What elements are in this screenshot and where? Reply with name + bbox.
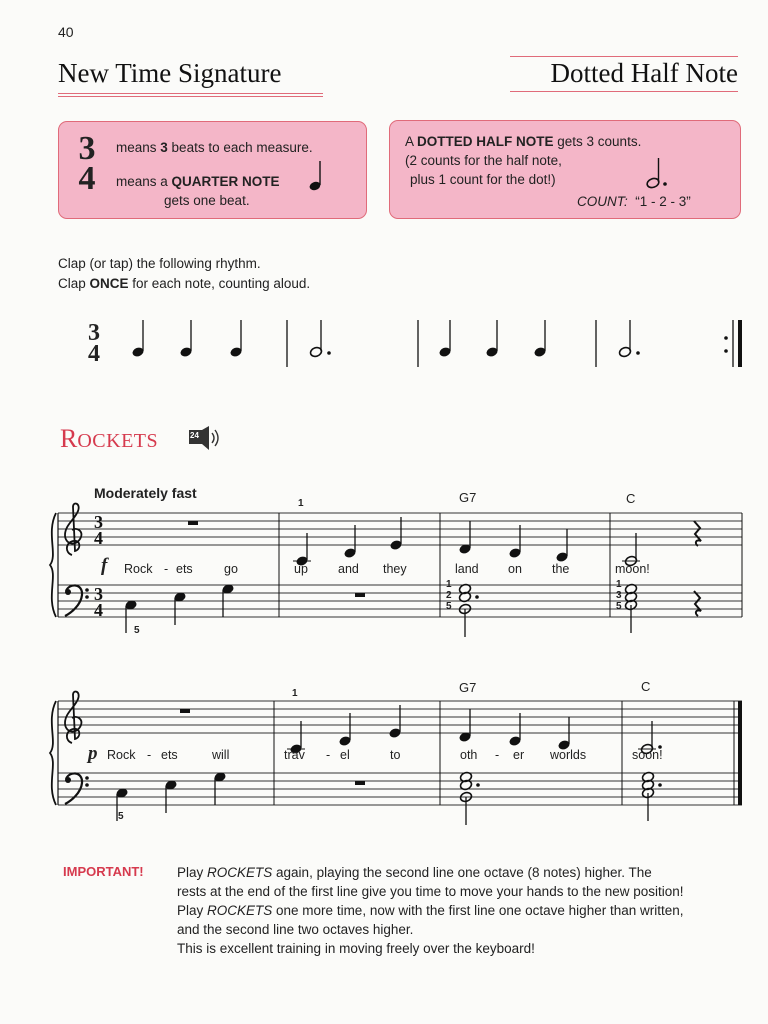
instruction-2: Clap ONCE for each note, counting aloud. [58,276,311,291]
lyric2-to: to [390,748,401,762]
dynamic-piano: p [88,743,98,764]
rest [180,709,190,713]
chord2-c: C [641,679,651,694]
augmentation-dot [475,595,479,599]
dotted-line-2: (2 counts for the half note, [405,153,562,168]
chord-fingering-c: 1 3 5 [616,579,622,612]
quarter-rest [694,591,701,616]
lyric-the: the [552,562,570,576]
box-line-3: gets one beat. [164,193,250,208]
lyric-they: they [383,562,407,576]
bass-clef-dot [85,595,89,599]
lyric-go: go [224,562,238,576]
lyric2-el: el [340,748,350,762]
lyric-ets: ets [176,562,193,576]
tempo-marking: Moderately fast [94,485,197,501]
lyric2-rock: Rock [107,748,136,762]
lyric2-will: will [212,748,230,762]
lyric-up: up [294,562,308,576]
finger-number-lh-2: 5 [118,811,124,822]
song-title: ROCKETS [60,424,159,453]
final-bar-thick [738,701,742,805]
lyric2-soon: soon! [632,748,663,762]
box-ts-top: 3 [78,130,96,167]
count-line: COUNT: “1 - 2 - 3” [577,194,691,209]
system-brace [50,701,56,805]
rest [188,521,198,525]
dotted-line-1: A DOTTED HALF NOTE gets 3 counts. [405,134,642,149]
lyric2-dash-2: - [326,748,331,762]
lyric2-worlds: worlds [550,748,587,762]
track-number: 24 [190,431,199,440]
box-line-1: means 3 beats to each measure. [116,140,313,155]
chord2-g7: G7 [459,680,477,695]
finger-number-rh-2: 1 [292,688,298,699]
finger-number-lh: 5 [134,625,140,636]
lyric2-oth: oth [460,748,478,762]
bass-clef-dot [65,777,71,783]
left-heading: New Time Signature [58,58,282,88]
lyric2-dash-3: - [495,748,500,762]
lyric2-trav: trav [284,748,305,762]
lyric2-dash: - [147,748,152,762]
page-number: 40 [58,24,74,40]
augmentation-dot [658,783,662,787]
rest [355,781,365,785]
lyric-moon: moon! [615,562,650,576]
lyric-and: and [338,562,359,576]
important-label: IMPORTANT! [63,864,144,879]
right-heading: Dotted Half Note [550,58,738,88]
box-line-2: means a QUARTER NOTE [116,174,280,189]
rhythm-time-signature: 3 4 [88,320,100,367]
lyric-dash: - [164,562,169,576]
rest [355,593,365,597]
finger-number-rh: 1 [298,498,304,509]
dynamic-forte: f [101,555,108,576]
dotted-line-3: plus 1 count for the dot!) [410,172,556,187]
lyric2-er: er [513,748,525,762]
time-sig-top: 3 [94,584,103,604]
time-sig-top: 3 [94,512,103,532]
bass-clef-dot [85,783,89,787]
lyric-on: on [508,562,522,576]
quarter-rest [694,521,701,546]
system-brace [50,513,56,617]
lyric-land: land [455,562,479,576]
chord-c: C [626,491,636,506]
chord-fingering-g7: 1 2 5 [446,579,452,612]
lyric2-ets: ets [161,748,178,762]
box-ts-bottom: 4 [78,160,96,197]
bass-clef-dot [85,776,89,780]
augmentation-dot [476,783,480,787]
bass-clef-dot [85,588,89,592]
time-sig-bottom: 4 [94,528,103,548]
time-sig-bottom: 4 [94,600,103,620]
instruction-1: Clap (or tap) the following rhythm. [58,256,261,271]
important-text: Play ROCKETS again, playing the second line one octave (8 notes) higher. The rests at the end of the first line give you time to move your hands to the new position! Play ROCKETS one more time, now with the first line one octave higher than written, and the second line two octaves higher. This is excellent training in moving freely over the keyboard! [177,865,684,956]
lyric-rock: Rock [124,562,153,576]
chord-g7: G7 [459,490,477,505]
bass-clef-dot [65,589,71,595]
